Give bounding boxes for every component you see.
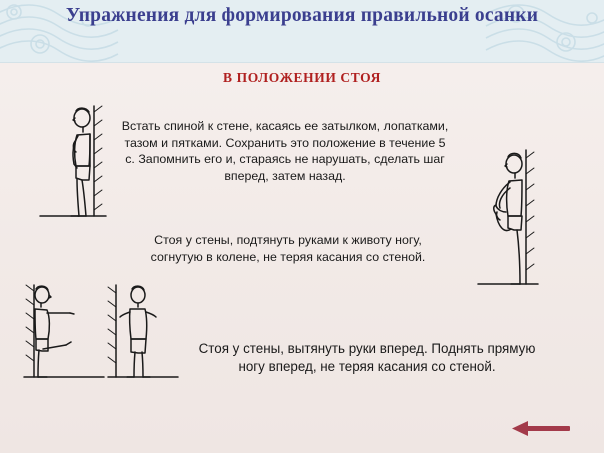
instruction-paragraph-1: Встать спиной к стене, касаясь ее затылком, лопатками, тазом и пятками. Сохранить это положение в течение 5 с. Запомнить его и, стараясь не нарушать, сделать шаг вперед, затем назад. [121, 119, 449, 183]
figure-knee-to-belly [470, 148, 542, 301]
section-subtitle: В ПОЛОЖЕНИИ СТОЯ [223, 70, 381, 85]
figure-knee-to-belly-icon [470, 148, 542, 296]
arrow-left-icon[interactable] [510, 418, 574, 440]
instruction-paragraph-3: Стоя у стены, вытянуть руки вперед. Поднять прямую ногу вперед, не теряя касания со стеной. [198, 341, 536, 374]
header-banner [0, 0, 604, 63]
back-navigation-arrow[interactable] [510, 418, 574, 440]
figure-standing-against-wall [32, 104, 110, 233]
page-title: Упражнения для формирования правильной осанки [65, 5, 539, 26]
instruction-paragraph-2: Стоя у стены, подтянуть руками к животу ногу, согнутую в колене, не теряя касания со стеной. [150, 233, 426, 264]
figure-leg-raise-pair [20, 283, 180, 400]
figure-leg-raise-pair-icon [20, 283, 180, 395]
figure-standing-against-wall-icon [32, 104, 110, 228]
